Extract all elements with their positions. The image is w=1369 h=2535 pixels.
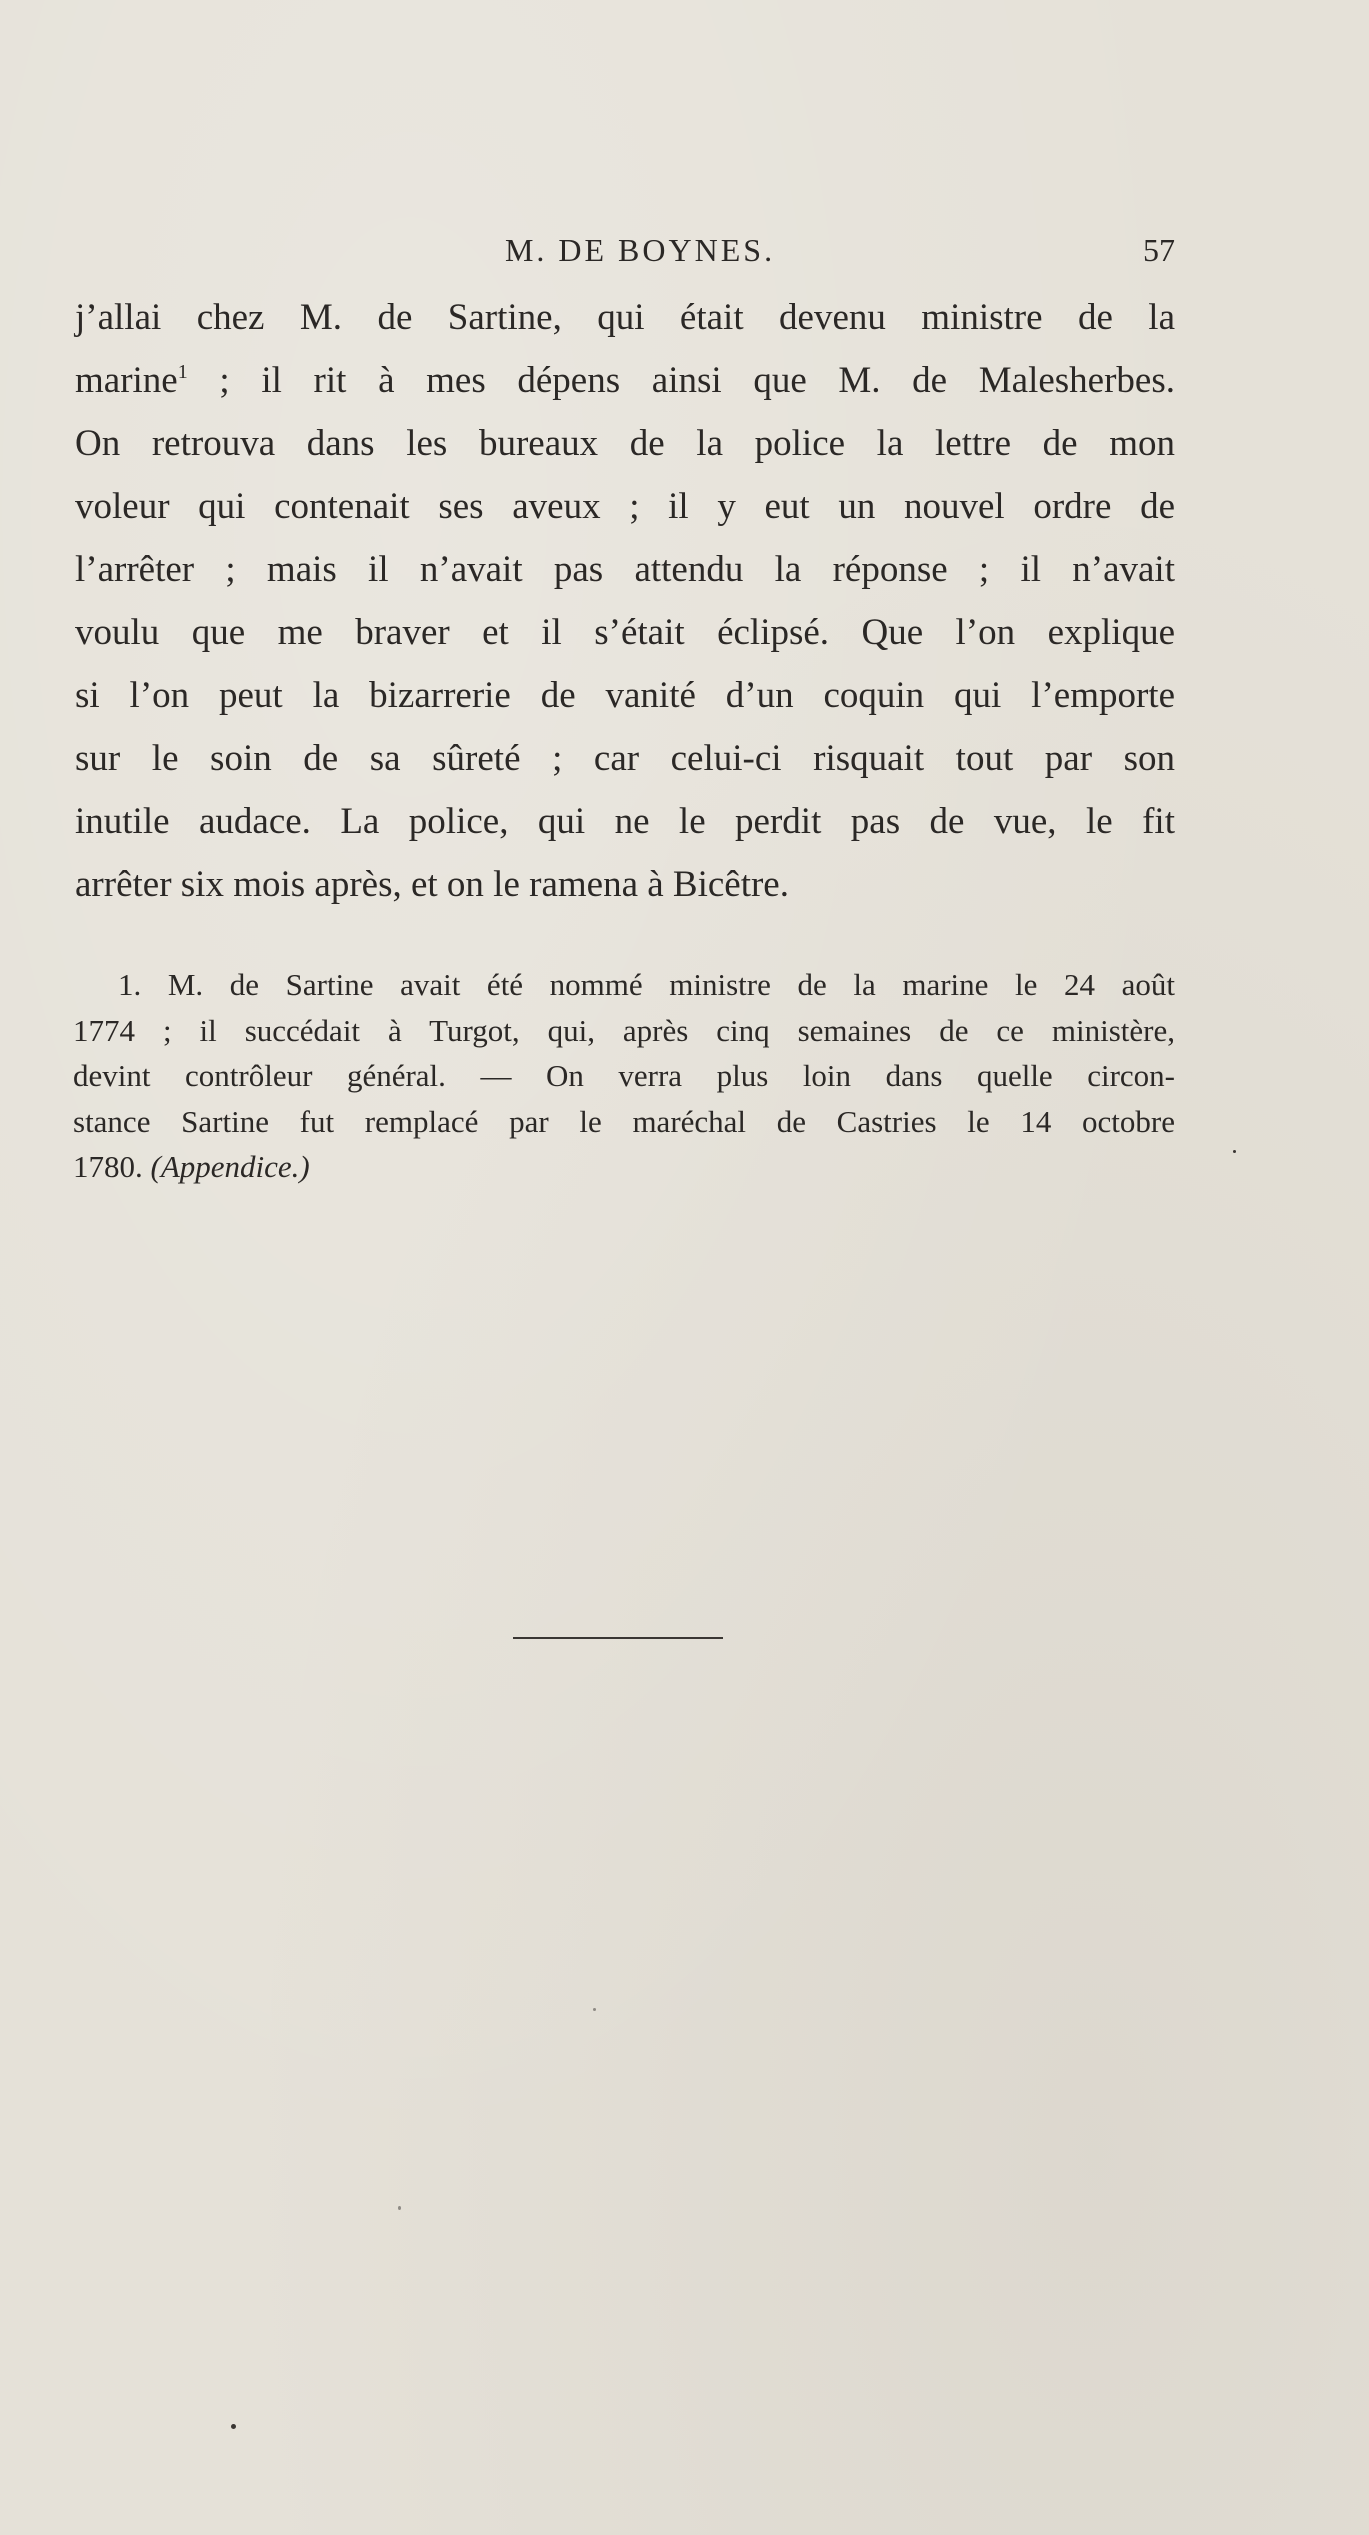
footnote-line-3: devint contrôleur général. — On verra plus loin dans quelle circon- [73, 1058, 1175, 1093]
body-line-9: inutile audace. La police, qui ne le perdit pas de vue, le fit [75, 801, 1175, 842]
paper-speck [231, 2424, 236, 2429]
body-line-5: l’arrêter ; mais il n’avait pas attendu la réponse ; il n’avait [75, 549, 1175, 590]
paper-speck [1233, 1150, 1236, 1153]
body-line-2 [75, 349, 1175, 412]
footnote-line-2: 1774 ; il succédait à Turgot, qui, après cinq semaines de ce ministère, [73, 1012, 1175, 1048]
body-paragraph [75, 286, 1175, 916]
running-head-title: M. DE BOYNES. [504, 232, 776, 268]
page-number: 57 [1143, 232, 1175, 268]
body-line-10: arrêter six mois après, et on le ramena à Bicêtre. [75, 864, 789, 905]
footnote-line-4: stance Sartine fut remplacé par le maréchal de Castries le 14 octobre [73, 1103, 1175, 1139]
end-rule [513, 1637, 723, 1639]
footnote-line-1: 1. M. de Sartine avait été nommé ministre de la marine le 24 août [118, 967, 1175, 1002]
footnote-appendix-ref: (Appendice.) [150, 1149, 310, 1184]
body-line-7: si l’on peut la bizarrerie de vanité d’un coquin qui l’emporte [75, 675, 1175, 716]
footnote-line-5 [73, 1144, 1175, 1190]
paper-speck [593, 2008, 596, 2011]
body-line-2-start: marine [75, 360, 178, 401]
footnote [73, 962, 1175, 1190]
body-line-3: On retrouva dans les bureaux de la police la lettre de mon [75, 423, 1175, 464]
body-line-8: sur le soin de sa sûreté ; car celui-ci risquait tout par son [75, 738, 1175, 779]
body-line-1: j’allai chez M. de Sartine, qui était devenu ministre de la [75, 297, 1175, 338]
body-line-2-rest: ; il rit à mes dépens ainsi que M. de Malesherbes. [219, 360, 1175, 401]
body-line-4: voleur qui contenait ses aveux ; il y eut un nouvel ordre de [75, 486, 1175, 527]
footnote-year: 1780. [73, 1149, 143, 1184]
paper-speck [398, 2206, 401, 2210]
running-head [75, 232, 1175, 272]
footnote-reference: 1 [177, 361, 188, 383]
body-line-6: voulu que me braver et il s’était éclipsé. Que l’on explique [75, 612, 1175, 653]
